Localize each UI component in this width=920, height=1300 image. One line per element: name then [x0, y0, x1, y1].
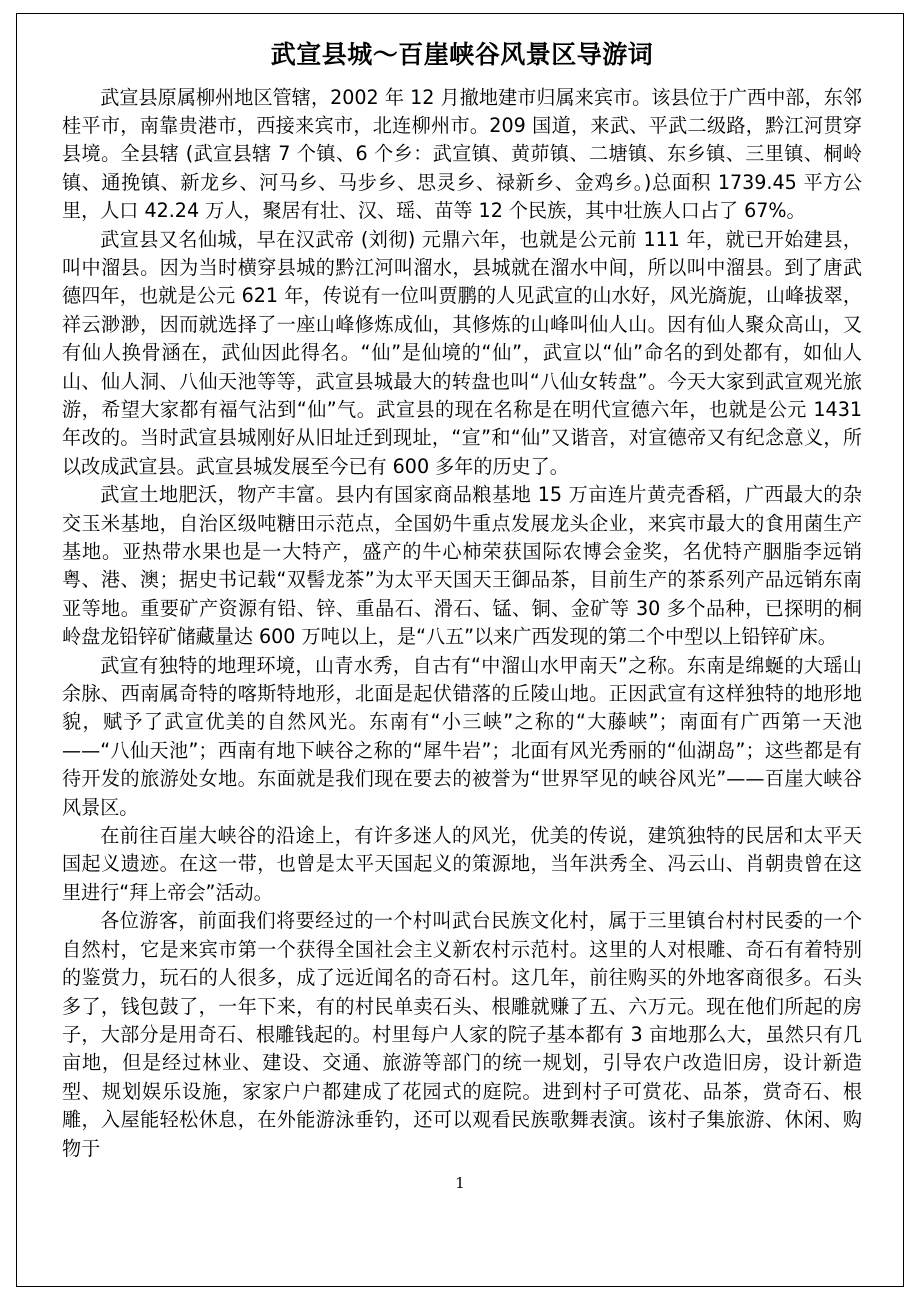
page-number: 1 [455, 1174, 465, 1192]
paragraph-taiping-rebellion-route: 在前往百崖大峡谷的沿途上，有许多迷人的风光，优美的传说，建筑独特的民居和太平天国起义遗迹。在这一带，也曾是太平天国起义的策源地，当年洪秀全、冯云山、肖朝贵曾在这里进行“拜上帝会”活动。 [62, 824, 862, 904]
paragraph-geography-scenery: 武宣有独特的地理环境，山青水秀，自古有“中溜山水甲南天”之称。东南是绵蜒的大瑶山余脉、西南属奇特的喀斯特地形，北面是起伏错落的丘陵山地。正因武宣有这样独特的地形地貌，赋予了武宣优美的自然风光。东南有“小三峡”之称的“大藤峡”；南面有广西第一天池——“八仙天池”；西南有地下峡谷之称的“犀牛岩”；北面有风光秀丽的“仙湖岛”；这些都是有待开发的旅游处女地。东面就是我们现在要去的被誉为“世界罕见的峡谷风光”——百崖大峡谷风景区。 [62, 653, 862, 819]
paragraph-history-immortal-city: 武宣县又名仙城，早在汉武帝 (刘彻) 元鼎六年，也就是公元前 111 年，就已开始建县，叫中溜县。因为当时横穿县城的黔江河叫溜水，县城就在溜水中间，所以叫中溜县。到了唐武德四年，也就是公元 621 年，传说有一位叫贾鹏的人见武宣的山水好，风光旖旎，山峰拔翠，祥云渺渺，因而就选择了一座山峰修炼成仙，其修炼的山峰叫仙人山。因有仙人聚众高山，又有仙人换骨涵在，武仙因此得名。“仙”是仙境的“仙”，武宣以“仙”命名的到处都有，如仙人山、仙人洞、八仙天池等等，武宣县城最大的转盘也叫“八仙女转盘”。今天大家到武宣观光旅游，希望大家都有福气沾到“仙”气。武宣县的现在名称是在明代宣德六年，也就是公元 1431 年改的。当时武宣县城刚好从旧址迁到现址，“宣”和“仙”又谐音，对宣德帝又有纪念意义，所以改成武宣县。武宣县城发展至今已有 600 多年的历史了。 [62, 227, 862, 478]
page-title: 武宣县城～百崖峡谷风景区导游词 [270, 40, 654, 69]
document-content [62, 36, 862, 1163]
paragraph-wutai-cultural-village: 各位游客，前面我们将要经过的一个村叫武台民族文化村，属于三里镇台村村民委的一个自然村，它是来宾市第一个获得全国社会主义新农村示范村。这里的人对根雕、奇石有着特别的鉴赏力，玩石的人很多，成了远近闻名的奇石村。这几年，前往购买的外地客商很多。石头多了，钱包鼓了，一年下来，有的村民单卖石头、根雕就赚了五、六万元。现在他们所起的房子，大部分是用奇石、根雕钱起的。村里每户人家的院子基本都有 3 亩地那么大，虽然只有几亩地，但是经过林业、建设、交通、旅游等部门的统一规划，引导农户改造旧房，设计新造型、规划娱乐设施，家家户户都建成了花园式的庭院。进到村子可赏花、品茶，赏奇石、根雕，入屋能轻松休息，在外能游泳垂钓，还可以观看民族歌舞表演。该村子集旅游、休闲、购物于 [62, 909, 862, 1160]
paragraph-county-overview: 武宣县原属柳州地区管辖，2002 年 12 月撤地建市归属来宾市。该县位于广西中部，东邻桂平市，南靠贵港市，西接来宾市，北连柳州市。209 国道，来武、平武二级路，黔江河贯穿县境。全县辖 (武宣县辖 7 个镇、6 个乡：武宣镇、黄茆镇、二塘镇、东乡镇、三里镇、桐岭镇、通挽镇、新龙乡、河马乡、马步乡、思灵乡、禄新乡、金鸡乡。)总面积 1739.45 平方公里，人口 42.24 万人，聚居有壮、汉、瑶、苗等 12 个民族，其中壮族人口占了 67%。 [62, 85, 862, 223]
paragraph-land-and-products: 武宣土地肥沃，物产丰富。县内有国家商品粮基地 15 万亩连片黄壳香稻，广西最大的杂交玉米基地，自治区级吨糖田示范点，全国奶牛重点发展龙头企业，来宾市最大的食用菌生产基地。亚热带水果也是一大特产，盛产的牛心柿荣获国际农博会金奖，名优特产胭脂李远销粤、港、澳；据史书记载“双髻龙茶”为太平天国天王御品茶，目前生产的茶系列产品远销东南亚等地。重要矿产资源有铅、锌、重晶石、滑石、锰、铜、金矿等 30 多个品种，已探明的桐岭盘龙铅锌矿储藏量达 600 万吨以上，是“八五”以来广西发现的第二个中型以上铅锌矿床。 [62, 483, 862, 649]
